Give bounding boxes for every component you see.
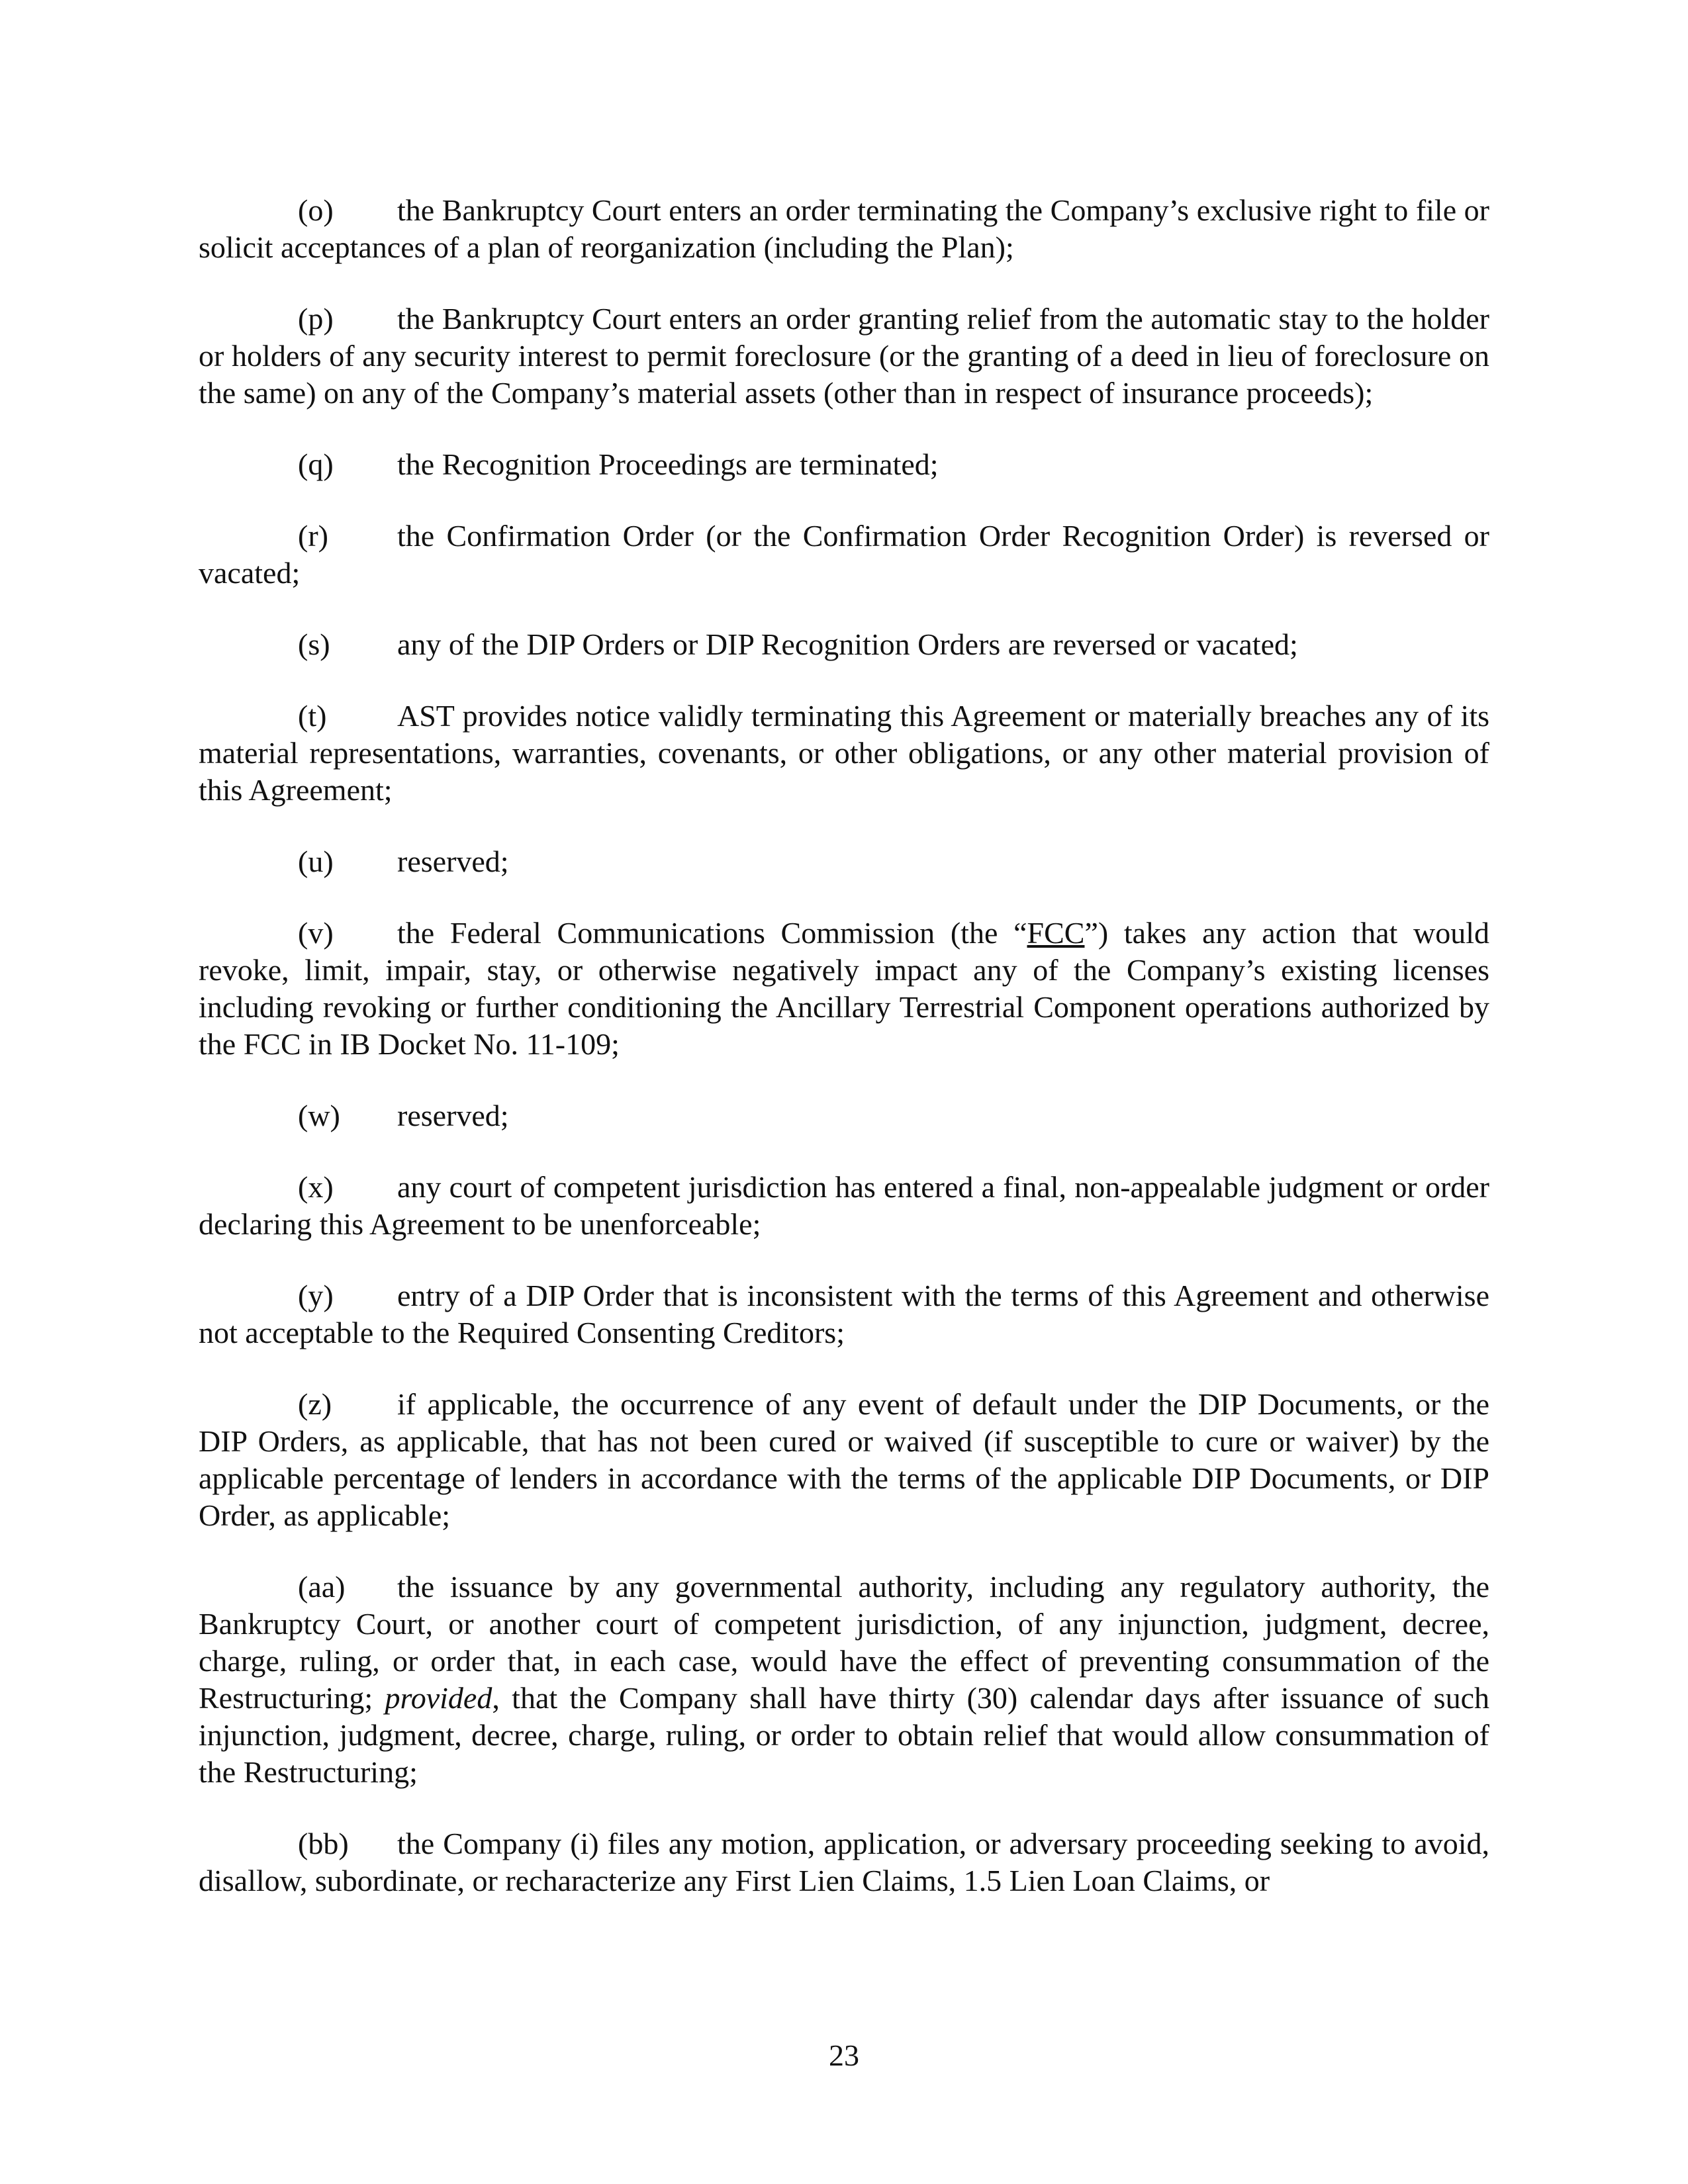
- clause-o: [199, 192, 1489, 266]
- clause-label: (bb): [298, 1827, 349, 1860]
- clause-aa: [199, 1569, 1489, 1791]
- clause-u: [199, 843, 1489, 880]
- clause-text: the Confirmation Order (or the Confirmation Order Recognition Order) is reversed or vacated;: [199, 519, 1489, 590]
- clause-label: (s): [298, 627, 330, 661]
- clause-text-after: ”) takes any action that would revoke, limit, impair, stay, or otherwise negatively impact any of the Company’s existing licenses including revoking or further conditioning the Ancillary Terrestrial Component operations authorized by the FCC in IB Docket No. 11-109;: [199, 916, 1489, 1061]
- clause-text: AST provides notice validly terminating this Agreement or materially breaches any of its material representations, warranties, covenants, or other obligations, or any other material provision of this Agreement;: [199, 699, 1489, 807]
- clause-y: [199, 1277, 1489, 1351]
- clause-label: (v): [298, 916, 334, 950]
- clause-label: (z): [298, 1387, 332, 1421]
- clause-label: (w): [298, 1099, 340, 1132]
- clause-p: [199, 300, 1489, 412]
- clause-text: reserved;: [397, 844, 509, 878]
- clause-t: [199, 698, 1489, 809]
- clause-text: any of the DIP Orders or DIP Recognition Orders are reversed or vacated;: [397, 627, 1298, 661]
- clause-r: [199, 518, 1489, 592]
- clause-q: [199, 446, 1489, 483]
- clause-text: the Recognition Proceedings are terminated;: [397, 447, 939, 481]
- clause-label: (x): [298, 1170, 334, 1204]
- clause-text: reserved;: [397, 1099, 509, 1132]
- clause-x: [199, 1169, 1489, 1243]
- clause-text: any court of competent jurisdiction has entered a final, non-appealable judgment or order declaring this Agreement to be unenforceable;: [199, 1170, 1489, 1241]
- clause-text-before: the issuance by any governmental authority, including any regulatory authority, the Bankruptcy Court, or another court of competent jurisdiction, of any injunction, judgment, decree, charge, ruling, or order that, in each case, would have the effect of preventing consummation of the Restructuring;: [199, 1570, 1489, 1715]
- clause-label: (aa): [298, 1570, 346, 1604]
- clause-text: the Company (i) files any motion, application, or adversary proceeding seeking to avoid, disallow, subordinate, or recharacterize any First Lien Claims, 1.5 Lien Loan Claims, or: [199, 1827, 1489, 1897]
- clause-s: [199, 626, 1489, 663]
- clause-w: [199, 1097, 1489, 1134]
- clause-text-after: , that the Company shall have thirty (30) calendar days after issuance of such injunction, judgment, decree, charge, ruling, or order to obtain relief that would allow consummation of the Restructuring;: [199, 1681, 1489, 1789]
- clause-text: the Bankruptcy Court enters an order granting relief from the automatic stay to the holder or holders of any security interest to permit foreclosure (or the granting of a deed in lieu of foreclosure on the same) on any of the Company’s material assets (other than in respect of insurance proceeds);: [199, 302, 1489, 410]
- clause-label: (y): [298, 1279, 334, 1312]
- clause-label: (u): [298, 844, 334, 878]
- clause-bb: [199, 1825, 1489, 1899]
- defined-term-fcc: FCC: [1027, 916, 1085, 950]
- document-body: [199, 192, 1489, 1934]
- clause-label: (r): [298, 519, 328, 553]
- clause-label: (t): [298, 699, 327, 733]
- clause-text: if applicable, the occurrence of any event of default under the DIP Documents, or the DIP Orders, as applicable, that has not been cured or waived (if susceptible to cure or waiver) by the applicable percentage of lenders in accordance with the terms of the applicable DIP Documents, or DIP Order, as applicable;: [199, 1387, 1489, 1532]
- clause-label: (o): [298, 193, 334, 227]
- page-number: 23: [829, 2038, 859, 2072]
- clause-text: the Bankruptcy Court enters an order terminating the Company’s exclusive right to file or solicit acceptances of a plan of reorganization (including the Plan);: [199, 193, 1489, 264]
- clause-label: (p): [298, 302, 334, 336]
- clause-text: entry of a DIP Order that is inconsistent with the terms of this Agreement and otherwise not acceptable to the Required Consenting Creditors;: [199, 1279, 1489, 1349]
- italic-term-provided: provided: [385, 1681, 492, 1715]
- clause-text-before: the Federal Communications Commission (the “: [397, 916, 1027, 950]
- clause-label: (q): [298, 447, 334, 481]
- clause-v: [199, 915, 1489, 1063]
- clause-z: [199, 1386, 1489, 1534]
